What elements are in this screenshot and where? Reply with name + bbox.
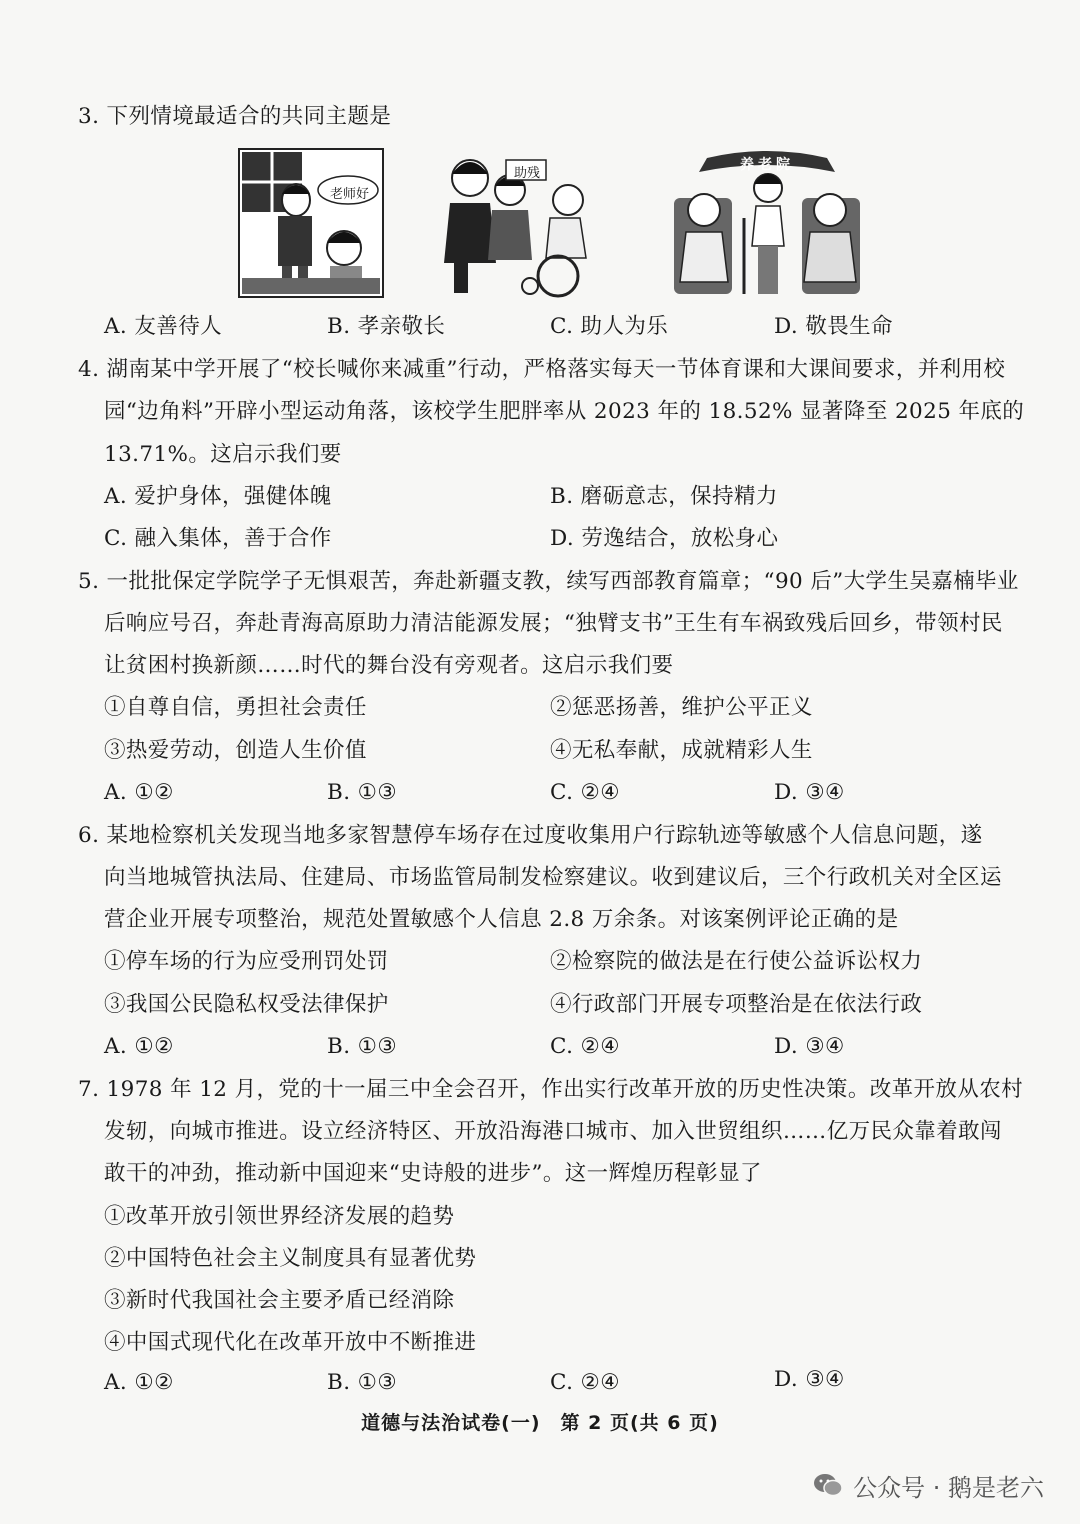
q7-option-a[interactable]: A. ①② (104, 1370, 174, 1395)
q4-line-3: 13.71%。这启示我们要 (104, 442, 342, 467)
q5-item-3: ③热爱劳动，创造人生价值 (104, 738, 367, 763)
watermark-text: 公众号 · 鹅是老六 (853, 1473, 1044, 1502)
q6-line-2: 向当地城管执法局、住建局、市场监管局制发检察建议。收到建议后，三个行政机关对全区运 (104, 865, 1002, 890)
q6-item-1: ①停车场的行为应受刑罚处罚 (104, 949, 389, 974)
q7-option-b[interactable]: B. ①③ (327, 1370, 398, 1395)
q6-option-d[interactable]: D. ③④ (774, 1034, 845, 1059)
q7-item-1: ①改革开放引领世界经济发展的趋势 (104, 1204, 455, 1229)
q7-line-2: 发轫，向城市推进。设立经济特区、开放沿海港口城市、加入世贸组织……亿万民众靠着敢闯 (104, 1119, 1002, 1144)
q6-item-3: ③我国公民隐私权受法律保护 (104, 992, 389, 1017)
page-footer: 道德与法治试卷(一) 第 2 页(共 6 页) (361, 1412, 719, 1434)
q3-option-c[interactable]: C. 助人为乐 (550, 314, 669, 339)
wechat-icon (813, 1472, 843, 1498)
teacher-greeting-cartoon (238, 148, 384, 298)
q4-option-c[interactable]: C. 融入集体，善于合作 (104, 526, 332, 551)
q4-option-a[interactable]: A. 爱护身体，强健体魄 (104, 484, 332, 509)
q7-item-2: ②中国特色社会主义制度具有显著优势 (104, 1246, 477, 1271)
q3-option-a[interactable]: A. 友善待人 (104, 314, 222, 339)
q5-item-2: ②惩恶扬善，维护公平正义 (550, 695, 813, 720)
q5-option-d[interactable]: D. ③④ (774, 780, 845, 805)
q4-line-1: 4. 湖南某中学开展了“校长喊你来减重”行动，严格落实每天一节体育课和大课间要求，并利用校 (78, 357, 1006, 382)
q3-stem: 3. 下列情境最适合的共同主题是 (78, 104, 392, 129)
nursing-home-cartoon (672, 148, 862, 298)
q5-line-1: 5. 一批批保定学院学子无惧艰苦，奔赴新疆支教，续写西部教育篇章；“90 后”大学生吴嘉楠毕业 (78, 569, 1019, 594)
help-disabled-cartoon (440, 148, 600, 298)
q6-option-a[interactable]: A. ①② (104, 1034, 174, 1059)
q5-line-3: 让贫困村换新颜……时代的舞台没有旁观者。这启示我们要 (104, 653, 674, 678)
q5-item-4: ④无私奉献，成就精彩人生 (550, 738, 813, 763)
q7-option-c[interactable]: C. ②④ (550, 1370, 620, 1395)
q5-option-c[interactable]: C. ②④ (550, 780, 620, 805)
q5-line-2: 后响应号召，奔赴青海高原助力清洁能源发展；“独臂支书”王生有车祸致残后回乡，带领村民 (104, 611, 1003, 636)
q6-line-1: 6. 某地检察机关发现当地多家智慧停车场存在过度收集用户行踪轨迹等敏感个人信息问题，遂 (78, 823, 983, 848)
q7-option-d[interactable]: D. ③④ (774, 1367, 845, 1392)
q7-item-4: ④中国式现代化在改革开放中不断推进 (104, 1330, 477, 1355)
q7-item-3: ③新时代我国社会主要矛盾已经消除 (104, 1288, 455, 1313)
q6-option-c[interactable]: C. ②④ (550, 1034, 620, 1059)
q3-option-b[interactable]: B. 孝亲敬长 (327, 314, 446, 339)
q4-line-2: 园“边角料”开辟小型运动角落，该校学生肥胖率从 2023 年的 18.52% 显著降至 2025 年底的 (104, 399, 1025, 424)
help-disabled-caption: 助残 (514, 166, 541, 181)
q3-images (0, 148, 1080, 300)
watermark (813, 1465, 1044, 1505)
q6-item-2: ②检察院的做法是在行使公益诉讼权力 (550, 949, 923, 974)
q6-option-b[interactable]: B. ①③ (327, 1034, 398, 1059)
q6-line-3: 营企业开展专项整治，规范处置敏感个人信息 2.8 万余条。对该案例评论正确的是 (104, 907, 899, 932)
teacher-greeting-caption: 老师好 (330, 187, 370, 202)
q5-option-a[interactable]: A. ①② (104, 780, 174, 805)
q3-option-d[interactable]: D. 敬畏生命 (774, 314, 893, 339)
q5-option-b[interactable]: B. ①③ (327, 780, 398, 805)
q5-item-1: ①自尊自信，勇担社会责任 (104, 695, 367, 720)
q7-line-3: 敢干的冲劲，推动新中国迎来“史诗般的进步”。这一辉煌历程彰显了 (104, 1161, 762, 1186)
nursing-home-caption: 养老院 (740, 157, 794, 173)
q4-option-b[interactable]: B. 磨砺意志，保持精力 (550, 484, 778, 509)
q6-item-4: ④行政部门开展专项整治是在依法行政 (550, 992, 923, 1017)
q4-option-d[interactable]: D. 劳逸结合，放松身心 (550, 526, 779, 551)
q7-line-1: 7. 1978 年 12 月，党的十一届三中全会召开，作出实行改革开放的历史性决策。改革开放从农村 (78, 1077, 1024, 1102)
